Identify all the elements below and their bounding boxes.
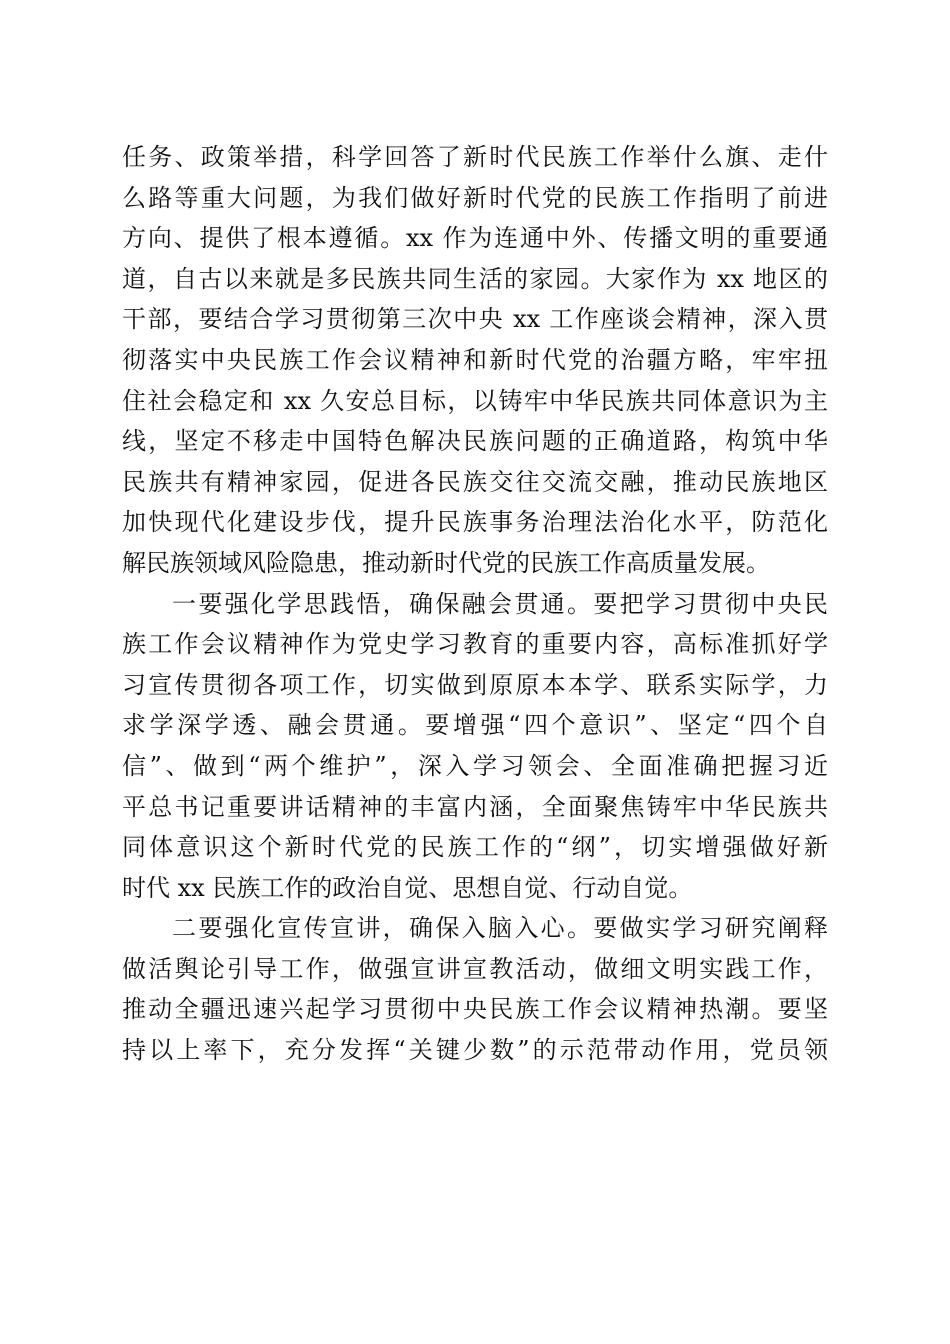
text-line: 住社会稳定和 xx 久安总目标，以铸牢中华民族共同体意识为主: [122, 386, 828, 415]
text-line: 推动全疆迅速兴起学习贯彻中央民族工作会议精神热潮。要坚: [122, 995, 828, 1024]
text-line: 求学深学透、融会贯通。要增强“四个意识”、坚定“四个自: [122, 711, 828, 740]
text-line: 民族共有精神家园，促进各民族交往交流交融，推动民族地区: [122, 467, 828, 496]
text-line: 解民族领域风险隐患，推动新时代党的民族工作高质量发展。: [122, 548, 770, 577]
paragraph-first-line: 二要强化宣传宣讲，确保入脑入心。要做实学习研究阐释: [172, 914, 828, 943]
text-line: 么路等重大问题，为我们做好新时代党的民族工作指明了前进: [122, 183, 828, 212]
text-line: 持以上率下，充分发挥“关键少数”的示范带动作用，党员领: [122, 1036, 828, 1065]
text-line: 线，坚定不移走中国特色解决民族问题的正确道路，构筑中华: [122, 427, 828, 456]
text-line: 任务、政策举措，科学回答了新时代民族工作举什么旗、走什: [122, 143, 828, 171]
text-line: 做活舆论引导工作，做强宣讲宣教活动，做细文明实践工作，: [122, 954, 828, 983]
body-text: [122, 137, 828, 1071]
text-line: 平总书记重要讲话精神的丰富内涵，全面聚焦铸牢中华民族共: [122, 792, 828, 821]
text-line: 方向、提供了根本遵循。xx 作为连通中外、传播文明的重要通: [122, 224, 828, 253]
text-line: 彻落实中央民族工作会议精神和新时代党的治疆方略，牢牢扭: [122, 345, 828, 374]
text-line: 习宣传贯彻各项工作，切实做到原原本本学、联系实际学，力: [122, 670, 828, 699]
text-line: 信”、做到“两个维护”，深入学习领会、全面准确把握习近: [122, 751, 828, 780]
text-line: 干部，要结合学习贯彻第三次中央 xx 工作座谈会精神，深入贯: [122, 305, 828, 334]
text-line: 族工作会议精神作为党史学习教育的重要内容，高标准抓好学: [122, 630, 828, 659]
text-line: 时代 xx 民族工作的政治自觉、思想自觉、行动自觉。: [122, 873, 693, 902]
text-line: 道，自古以来就是多民族共同生活的家园。大家作为 xx 地区的: [122, 264, 828, 293]
text-line: 同体意识这个新时代党的民族工作的“纲”，切实增强做好新: [122, 833, 828, 862]
text-line: 加快现代化建设步伐，提升民族事务治理法治化水平，防范化: [122, 508, 828, 537]
paragraph-first-line: 一要强化学思践悟，确保融会贯通。要把学习贯彻中央民: [172, 589, 828, 618]
